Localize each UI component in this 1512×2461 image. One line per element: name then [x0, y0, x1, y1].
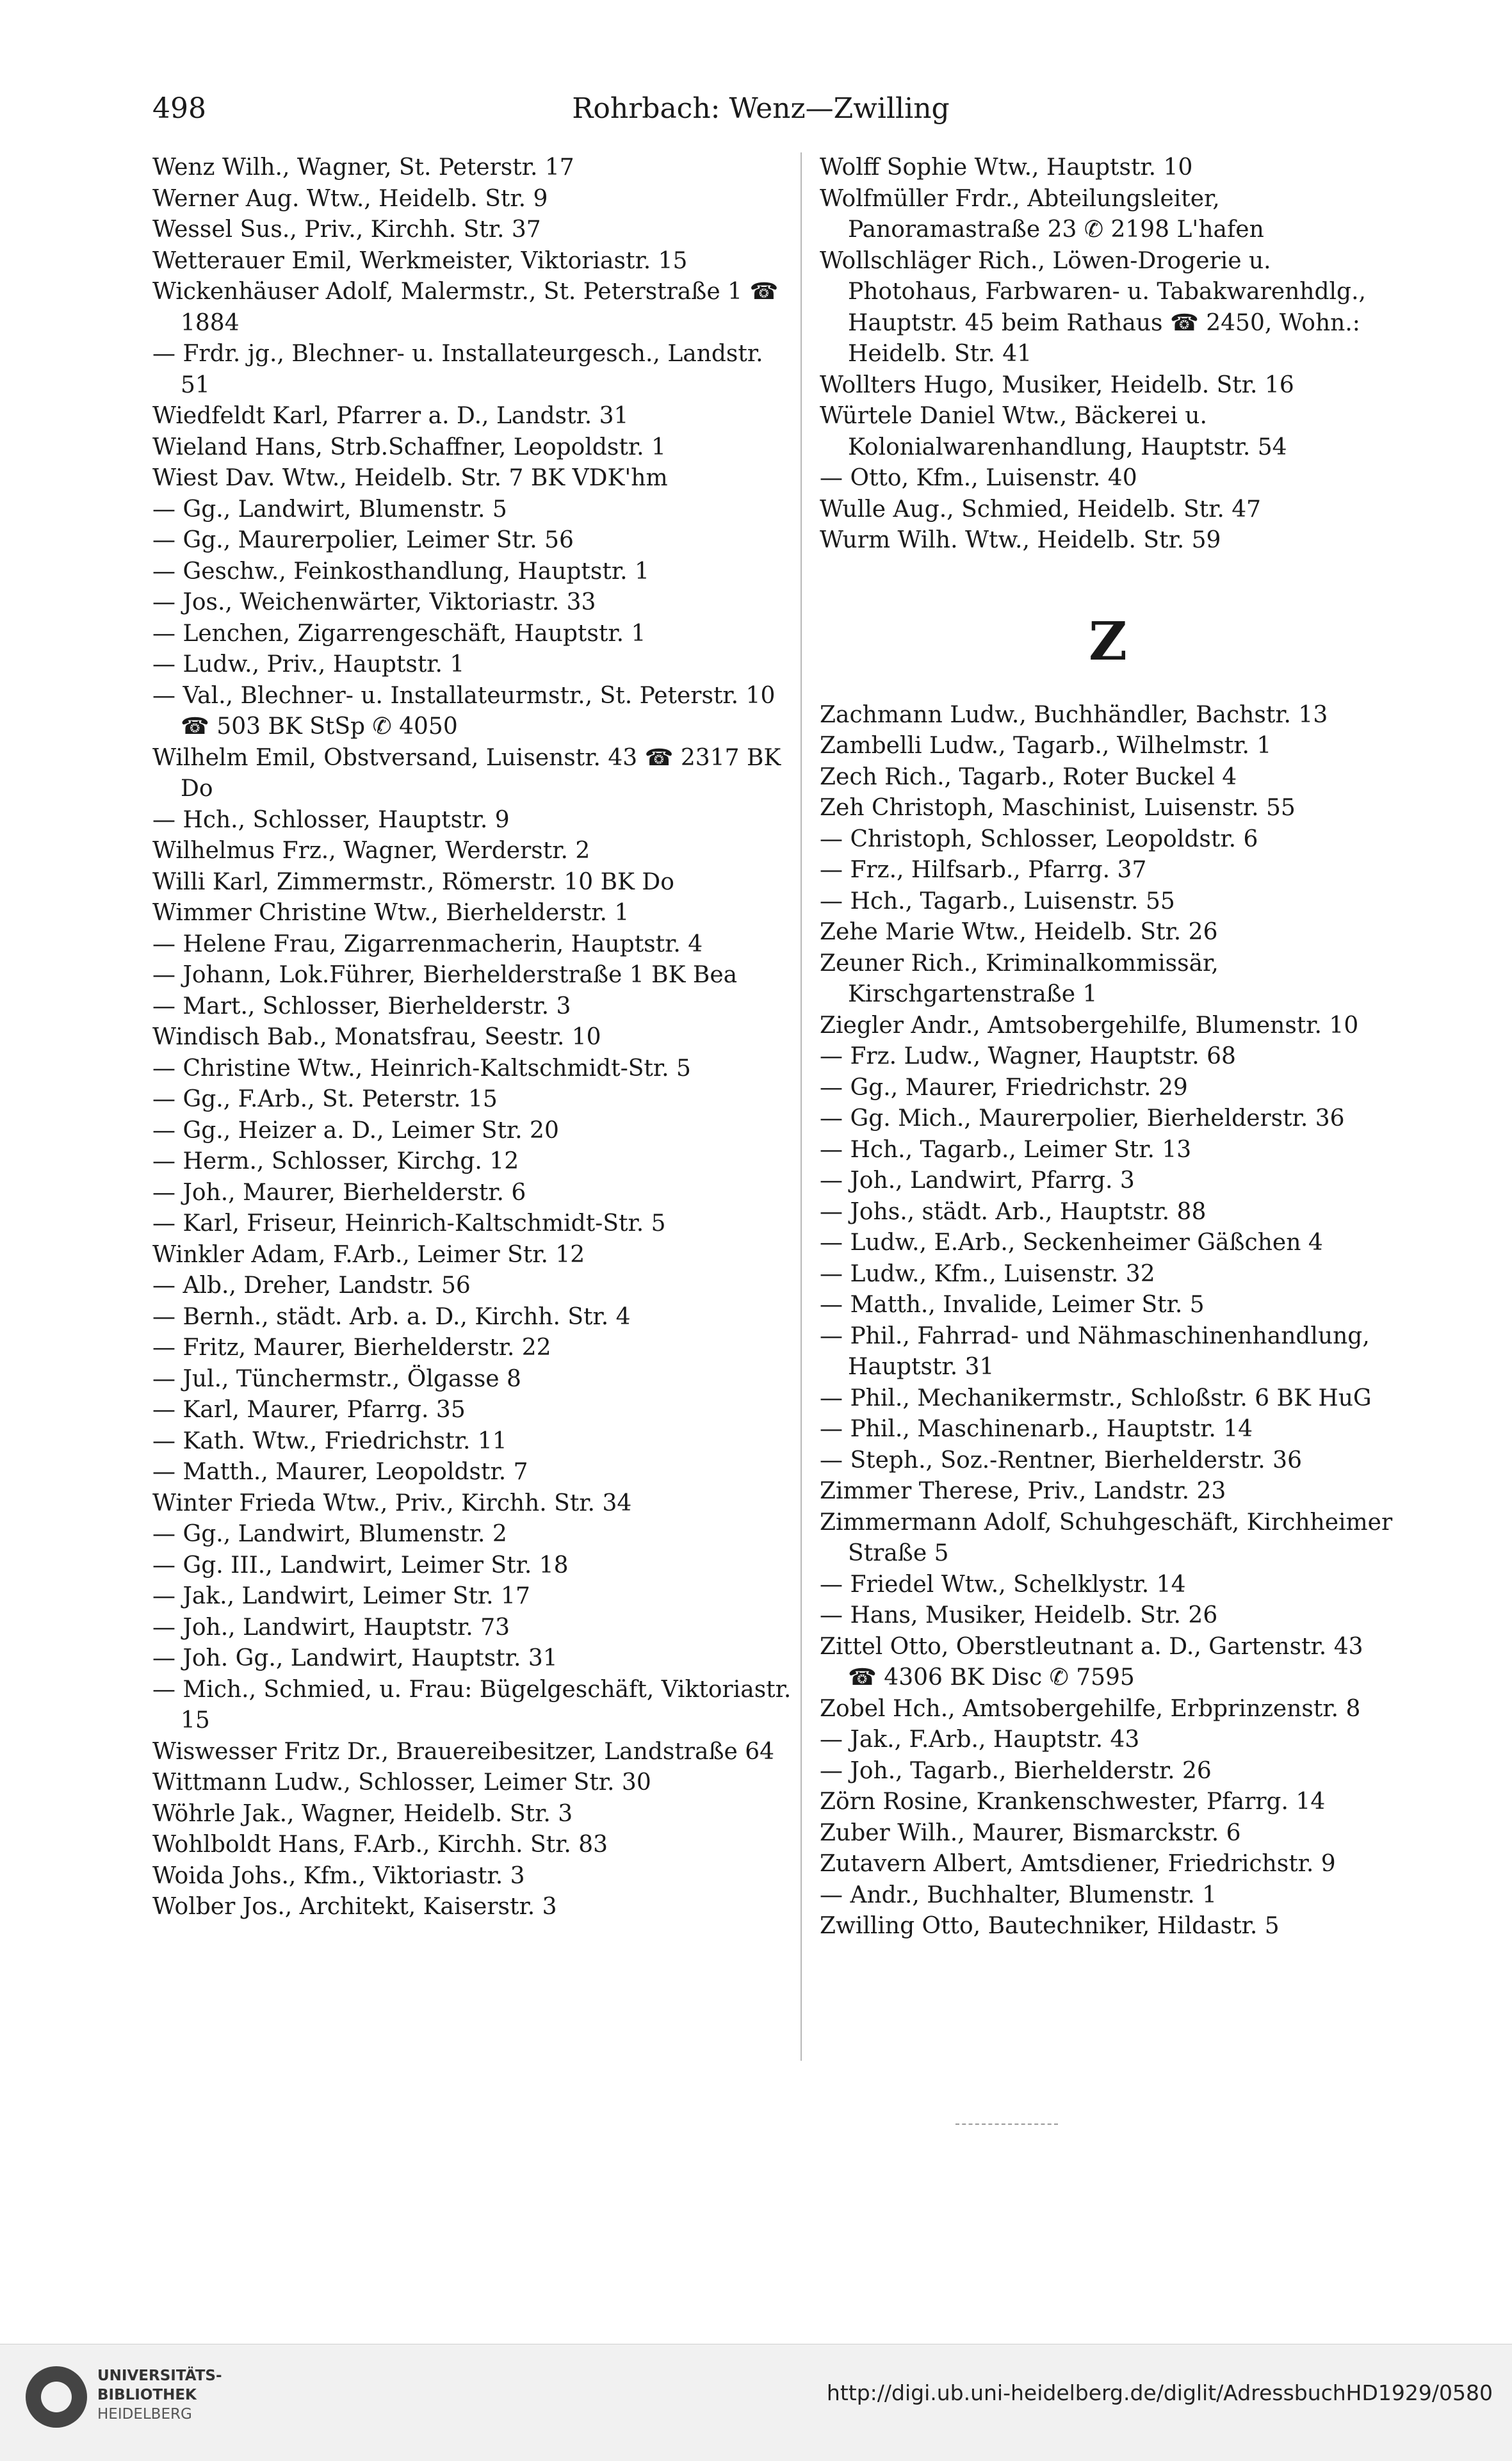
directory-entry: — Phil., Fahrrad- und Nähmaschinenhandlung, Hauptstr. 31 [820, 1322, 1370, 1380]
directory-entry: — Karl, Maurer, Pfarrg. 35 [152, 1397, 466, 1423]
library-logo[interactable] [26, 2360, 237, 2437]
directory-entry: — Herm., Schlosser, Kirchg. 12 [152, 1148, 519, 1174]
directory-entry: — Ludw., E.Arb., Seckenheimer Gäßchen 4 [820, 1230, 1323, 1256]
directory-entry: — Karl, Friseur, Heinrich-Kaltschmidt-Str. 5 [152, 1210, 666, 1237]
directory-entry: — Hch., Tagarb., Luisenstr. 55 [820, 888, 1175, 914]
directory-entry: — Gg., Maurerpolier, Leimer Str. 56 [152, 527, 574, 553]
directory-entry: — Gg. Mich., Maurerpolier, Bierhelderstr. 36 [820, 1105, 1345, 1132]
directory-entry: — Gg., Landwirt, Blumenstr. 2 [152, 1521, 507, 1547]
entries-w [820, 152, 1396, 556]
directory-entry: Wimmer Christine Wtw., Bierhelderstr. 1 [152, 900, 630, 926]
directory-entry: — Matth., Invalide, Leimer Str. 5 [820, 1292, 1205, 1318]
seal-icon [26, 2366, 87, 2428]
directory-entry: Zeh Christoph, Maschinist, Luisenstr. 55 [820, 795, 1296, 821]
logo-line-2: BIBLIOTHEK [97, 2387, 197, 2403]
directory-entry: — Johann, Lok.Führer, Bierhelderstraße 1 BK Bea [152, 962, 738, 988]
directory-entry: — Phil., Mechanikermstr., Schloßstr. 6 BK HuG [820, 1385, 1372, 1411]
directory-entry: Windisch Bab., Monatsfrau, Seestr. 10 [152, 1024, 601, 1050]
source-url-link[interactable]: http://digi.ub.uni-heidelberg.de/diglit/AdressbuchHD1929/0580 [826, 2380, 1493, 2405]
directory-entry: Zimmermann Adolf, Schuhgeschäft, Kirchheimer Straße 5 [820, 1509, 1393, 1566]
directory-entry: Wilhelmus Frz., Wagner, Werderstr. 2 [152, 838, 590, 864]
directory-entry: — Jos., Weichenwärter, Viktoriastr. 33 [152, 589, 596, 615]
directory-entry: — Fritz, Maurer, Bierhelderstr. 22 [152, 1335, 551, 1361]
directory-entry: — Andr., Buchhalter, Blumenstr. 1 [820, 1881, 1217, 1908]
directory-entry: — Friedel Wtw., Schelklystr. 14 [820, 1571, 1186, 1598]
directory-entry: Zimmer Therese, Priv., Landstr. 23 [820, 1478, 1226, 1504]
directory-entry: — Bernh., städt. Arb. a. D., Kirchh. Str. 4 [152, 1303, 631, 1330]
directory-entry: — Helene Frau, Zigarrenmacherin, Hauptstr. 4 [152, 930, 703, 957]
directory-entry: Wolber Jos., Architekt, Kaiserstr. 3 [152, 1894, 557, 1920]
directory-entry: Willi Karl, Zimmermstr., Römerstr. 10 BK Do [152, 868, 674, 895]
directory-entry: Wohlboldt Hans, F.Arb., Kirchh. Str. 83 [152, 1832, 608, 1858]
directory-entry: — Joh., Maurer, Bierhelderstr. 6 [152, 1179, 526, 1206]
directory-entry: — Jak., Landwirt, Leimer Str. 17 [152, 1583, 530, 1609]
directory-entry: Wiswesser Fritz Dr., Brauereibesitzer, Landstraße 64 [152, 1738, 775, 1765]
directory-entry: Wenz Wilh., Wagner, St. Peterstr. 17 [152, 154, 574, 181]
directory-entry: — Hch., Schlosser, Hauptstr. 9 [152, 806, 510, 833]
directory-entry: — Gg. III., Landwirt, Leimer Str. 18 [152, 1552, 569, 1579]
directory-entry: — Joh., Landwirt, Pfarrg. 3 [820, 1167, 1135, 1194]
directory-entry: — Frz., Hilfsarb., Pfarrg. 37 [820, 857, 1147, 883]
directory-entry: Zehe Marie Wtw., Heidelb. Str. 26 [820, 919, 1218, 945]
directory-entry: — Frdr. jg., Blechner- u. Installateurgesch., Landstr. 51 [152, 341, 763, 398]
directory-entry: — Joh. Gg., Landwirt, Hauptstr. 31 [152, 1645, 558, 1671]
directory-entry: — Gg., Heizer a. D., Leimer Str. 20 [152, 1117, 559, 1144]
directory-entry: — Johs., städt. Arb., Hauptstr. 88 [820, 1198, 1207, 1225]
directory-entry: — Ludw., Kfm., Luisenstr. 32 [820, 1260, 1155, 1287]
directory-entry: Wittmann Ludw., Schlosser, Leimer Str. 30 [152, 1769, 651, 1796]
directory-entry: Zittel Otto, Oberstleutnant a. D., Gartenstr. 43 ☎ 4306 BK Disc ✆ 7595 [820, 1633, 1363, 1691]
directory-entry: Ziegler Andr., Amtsobergehilfe, Blumenstr. 10 [820, 1012, 1359, 1039]
directory-entry: — Matth., Maurer, Leopoldstr. 7 [152, 1459, 528, 1485]
directory-entry: — Gg., Maurer, Friedrichstr. 29 [820, 1074, 1188, 1101]
directory-entry: Zörn Rosine, Krankenschwester, Pfarrg. 14 [820, 1789, 1326, 1815]
running-title: Rohrbach: Wenz—Zwilling [572, 92, 950, 125]
logo-line-1: UNIVERSITÄTS- [97, 2368, 222, 2384]
directory-entry: Wickenhäuser Adolf, Malermstr., St. Peterstraße 1 ☎ 1884 [152, 279, 779, 336]
section-letter-z: Z [1089, 610, 1127, 672]
directory-entry: Wöhrle Jak., Wagner, Heidelb. Str. 3 [152, 1800, 573, 1827]
directory-entry: Zech Rich., Tagarb., Roter Buckel 4 [820, 763, 1237, 790]
directory-entry: — Hans, Musiker, Heidelb. Str. 26 [820, 1602, 1218, 1628]
directory-entry: Werner Aug. Wtw., Heidelb. Str. 9 [152, 185, 548, 212]
directory-entry: Wulle Aug., Schmied, Heidelb. Str. 47 [820, 496, 1262, 523]
directory-entry: — Frz. Ludw., Wagner, Hauptstr. 68 [820, 1043, 1236, 1069]
directory-entry: — Christoph, Schlosser, Leopoldstr. 6 [820, 825, 1258, 852]
directory-entry: — Kath. Wtw., Friedrichstr. 11 [152, 1427, 507, 1454]
directory-entry: — Ludw., Priv., Hauptstr. 1 [152, 651, 465, 678]
page-number: 498 [152, 92, 206, 125]
directory-entry: — Alb., Dreher, Landstr. 56 [152, 1272, 471, 1299]
directory-entry: — Joh., Landwirt, Hauptstr. 73 [152, 1614, 510, 1641]
page-header [152, 90, 1369, 128]
directory-entry: Wiedfeldt Karl, Pfarrer a. D., Landstr. 31 [152, 403, 629, 429]
directory-entry: Winkler Adam, F.Arb., Leimer Str. 12 [152, 1241, 585, 1268]
directory-entry: — Hch., Tagarb., Leimer Str. 13 [820, 1136, 1192, 1163]
directory-entry: Winter Frieda Wtw., Priv., Kirchh. Str. 34 [152, 1490, 632, 1516]
directory-entry: Zutavern Albert, Amtsdiener, Friedrichstr. 9 [820, 1851, 1336, 1877]
directory-entry: Wolfmüller Frdr., Abteilungsleiter, Panoramastraße 23 ✆ 2198 L'hafen [820, 185, 1264, 243]
directory-entry: — Val., Blechner- u. Installateurmstr., St. Peterstr. 10 ☎ 503 BK StSp ✆ 4050 [152, 682, 776, 740]
directory-entry: — Mich., Schmied, u. Frau: Bügelgeschäft, Viktoriastr. 15 [152, 1676, 792, 1734]
column-divider [801, 152, 802, 2061]
directory-entry: Wessel Sus., Priv., Kirchh. Str. 37 [152, 216, 541, 243]
directory-entry: — Jul., Tünchermstr., Ölgasse 8 [152, 1365, 521, 1392]
directory-entry: Wieland Hans, Strb.Schaffner, Leopoldstr. 1 [152, 434, 666, 460]
logo-line-3: HEIDELBERG [97, 2406, 192, 2423]
directory-entry: Wiest Dav. Wtw., Heidelb. Str. 7 BK VDK'hm [152, 465, 668, 491]
directory-entry: Wurm Wilh. Wtw., Heidelb. Str. 59 [820, 527, 1221, 553]
directory-entry: Würtele Daniel Wtw., Bäckerei u. Kolonialwarenhandlung, Hauptstr. 54 [820, 403, 1287, 460]
directory-entry: — Geschw., Feinkosthandlung, Hauptstr. 1 [152, 558, 649, 585]
end-rule [955, 2124, 1058, 2126]
directory-entry: — Lenchen, Zigarrengeschäft, Hauptstr. 1 [152, 620, 646, 647]
directory-entry: Zwilling Otto, Bautechniker, Hildastr. 5 [820, 1913, 1280, 1939]
right-column [820, 152, 1396, 1942]
directory-entry: — Gg., F.Arb., St. Peterstr. 15 [152, 1086, 498, 1112]
footer-bar [0, 2344, 1512, 2461]
directory-entry: Wetterauer Emil, Werkmeister, Viktoriastr. 15 [152, 247, 688, 274]
directory-entry: Zobel Hch., Amtsobergehilfe, Erbprinzenstr. 8 [820, 1695, 1361, 1722]
directory-entry: Wilhelm Emil, Obstversand, Luisenstr. 43 ☎ 2317 BK Do [152, 744, 781, 802]
entries-z [820, 700, 1396, 1942]
directory-entry: — Phil., Maschinenarb., Hauptstr. 14 [820, 1416, 1253, 1442]
directory-entry: — Christine Wtw., Heinrich-Kaltschmidt-Str. 5 [152, 1055, 691, 1082]
directory-entry: Wolff Sophie Wtw., Hauptstr. 10 [820, 154, 1193, 181]
directory-entry: Wollters Hugo, Musiker, Heidelb. Str. 16 [820, 371, 1294, 398]
directory-entry: — Jak., F.Arb., Hauptstr. 43 [820, 1726, 1140, 1753]
directory-entry: — Steph., Soz.-Rentner, Bierhelderstr. 36 [820, 1447, 1302, 1474]
directory-entry: Zambelli Ludw., Tagarb., Wilhelmstr. 1 [820, 733, 1272, 759]
directory-entry: Zeuner Rich., Kriminalkommissär, Kirschgartenstraße 1 [820, 950, 1219, 1007]
directory-entry: Wollschläger Rich., Löwen-Drogerie u. Photohaus, Farbwaren- u. Tabakwarenhdlg., Hauptstr. 45 beim Rathaus ☎ 2450, Wohn.: Heidelb. Str. 41 [820, 247, 1366, 367]
directory-entry: — Gg., Landwirt, Blumenstr. 5 [152, 496, 507, 523]
directory-entry: Woida Johs., Kfm., Viktoriastr. 3 [152, 1862, 525, 1889]
library-name [97, 2366, 245, 2424]
directory-entry: Zachmann Ludw., Buchhändler, Bachstr. 13 [820, 701, 1328, 728]
left-column [152, 152, 794, 1923]
directory-entry: — Mart., Schlosser, Bierhelderstr. 3 [152, 993, 571, 1019]
directory-entry: — Joh., Tagarb., Bierhelderstr. 26 [820, 1757, 1212, 1784]
directory-entry: Zuber Wilh., Maurer, Bismarckstr. 6 [820, 1819, 1241, 1846]
directory-entry: — Otto, Kfm., Luisenstr. 40 [820, 465, 1137, 491]
